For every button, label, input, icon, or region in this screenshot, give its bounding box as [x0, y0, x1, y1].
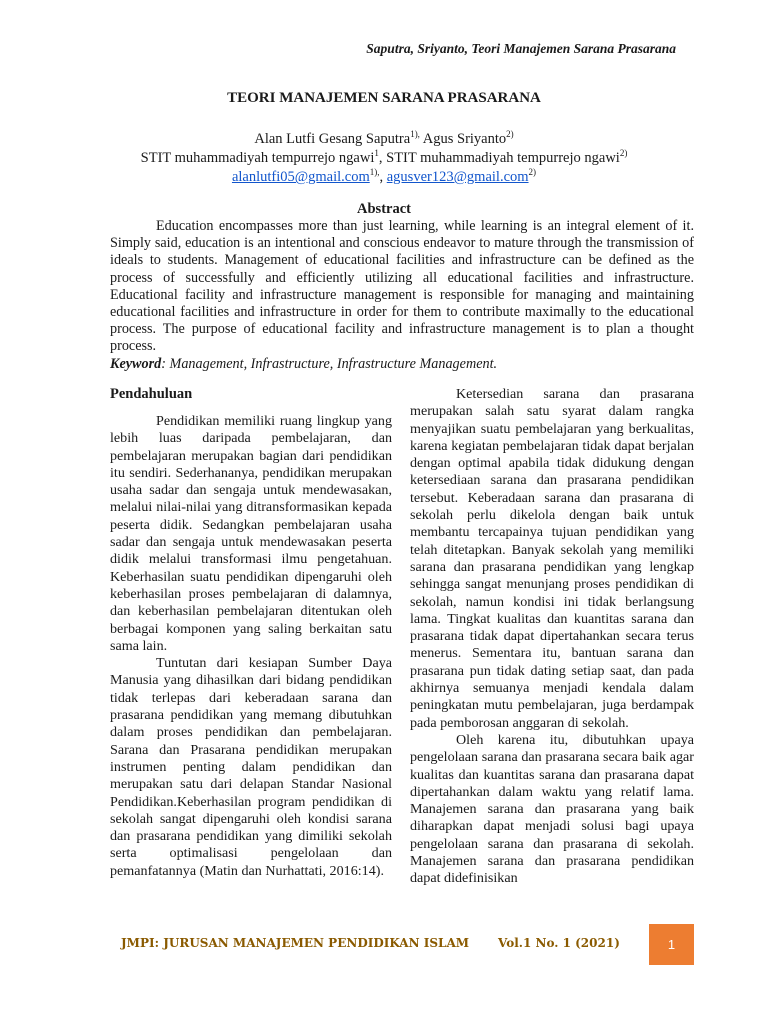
right-column: [410, 386, 694, 888]
author-names: [0, 130, 768, 149]
abstract-text: Education encompasses more than just learning, while learning is an integral element of it. Simply said, education is an intentional and conscious endeavor to mature through the transmission of ideals to students. Management of educational facilities and infrastructure can be defined as the process of successfully and efficiently utilizing all educational facilities and infrastructure. Educational facility and infrastructure management is responsible for managing and maintaining educational facilities and infrastructure in order for them to contribute maximally to the educational process. The purpose of educational facility and infrastructure management is to plan a thought process.: [110, 218, 694, 355]
abstract-heading: Abstract: [357, 201, 411, 217]
affiliation-sup-1: 1: [374, 148, 379, 159]
right-paragraph-1: Ketersedian sarana dan prasarana merupakan salah satu syarat dalam rangka menyajikan suatu pembelajaran yang berkualitas, karena kegiatan pembelajaran tidak dapat berjalan dengan optimal apabila tidak didukung dengan ketersediaan sarana dan prasarana pendidikan tersebut. Keberadaan sarana dan prasarana di sekolah perlu dikelola dengan baik untuk membantu tercapainya tujuan pendidikan yang telah ditetapkan. Banyak sekolah yang memiliki sarana dan prasarana pendidikan yang lengkap sehingga sangat menunjang proses pendidikan di sekolah, namun kondisi ini tidak berlangsung lama. Tingkat kualitas dan kuantitas sarana dan prasarana tidak dapat dipertahankan secara terus menerus. Sementara itu, bantuan sarana dan prasarana pun tidak dating setiap saat, dan pada akhirnya semuanya menjadi kendala dalam peningkatan mutu pembelajaran, juga berdampak pada pemborosan anggaran di sekolah.: [410, 386, 694, 731]
affiliation-sup-2: 2): [619, 148, 628, 159]
author-name-2: Agus Sriyanto: [419, 131, 507, 147]
section-heading: Pendahuluan: [110, 386, 193, 402]
affiliation-1: STIT muhammadiyah tempurrejo ngawi: [140, 150, 375, 166]
paper-title: TEORI MANAJEMEN SARANA PRASARANA: [227, 90, 541, 106]
keywords: [110, 356, 694, 373]
page-number-badge: 1: [649, 924, 694, 965]
email-sup-2: 2): [528, 167, 537, 178]
page-footer: [0, 924, 768, 968]
author-sup-2: 2): [506, 129, 514, 140]
abstract-section: [110, 218, 694, 373]
affiliations: [0, 149, 768, 168]
author-sup-1: 1),: [410, 129, 420, 140]
email-link-1[interactable]: alanlutfi05@gmail.com: [231, 169, 370, 185]
email-separator: ,: [379, 169, 387, 185]
left-paragraph-1: Pendidikan memiliki ruang lingkup yang lebih luas daripada pembelajaran, dan pembelajaran merupakan bagian dari pendidikan itu sendiri. Sederhananya, pendidikan merupakan usaha sadar dan sengaja untuk mendewasakan, melalui nilai-nilai yang ditransformasikan kepada peserta didik. Sedangkan pembelajaran usaha sadar dan sengaja untuk mendewasakan peserta didik melalui transformasi ilmu pengetahuan. Keberhasilan suatu pendidikan dipengaruhi oleh keberhasilan proses pembelajaran di dalamnya, dan keberhasilan pembelajaran ditentukan oleh berbagai komponen yang saling berkaitan satu sama lain.: [110, 413, 392, 654]
keyword-label: Keyword: [110, 355, 162, 372]
emails: [0, 168, 768, 187]
footer-journal-name: JMPI: JURUSAN MANAJEMEN PENDIDIKAN ISLAM: [121, 936, 470, 950]
keyword-list: : Management, Infrastructure, Infrastructure Management.: [161, 355, 498, 372]
email-link-2[interactable]: agusver123@gmail.com: [386, 169, 529, 185]
author-block: [0, 130, 768, 187]
running-head: Saputra, Sriyanto, Teori Manajemen Sarana Prasarana: [366, 41, 676, 56]
affiliation-2: , STIT muhammadiyah tempurrejo ngawi: [378, 150, 620, 166]
email-sup-1: 1),: [369, 167, 380, 178]
author-name-1: Alan Lutfi Gesang Saputra: [254, 131, 411, 147]
left-column: [110, 385, 392, 880]
footer-volume: Vol.1 No. 1 (2021): [498, 936, 620, 950]
right-paragraph-2: Oleh karena itu, dibutuhkan upaya pengelolaan sarana dan prasarana secara baik agar kualitas dan kuantitas sarana dan prasarana dapat dipertahankan dalam waktu yang relatif lama. Manajemen sarana dan prasarana yang baik diharapkan dapat menjadi solusi bagi upaya pengelolaan sarana dan prasarana di sekolah. Manajemen sarana dan prasarana pendidikan dapat didefinisikan: [410, 731, 694, 887]
left-paragraph-2: Tuntutan dari kesiapan Sumber Daya Manusia yang dihasilkan dari bidang pendidikan tidak terlepas dari keberadaan sarana dan prasarana pendidikan yang memang dibutuhkan dalam proses pendidikan dan pembelajaran. Sarana dan Prasarana pendidikan merupakan instrumen penting dalam pendidikan dan merupakan satu dari delapan Standar Nasional Pendidikan.Keberhasilan program pendidikan di sekolah sangat dipengaruhi oleh kondisi sarana dan prasarana pendidikan yang dimiliki sekolah serta optimalisasi pengelolaan dan pemanfatannya (Matin dan Nurhattati, 2016:14).: [110, 655, 392, 879]
